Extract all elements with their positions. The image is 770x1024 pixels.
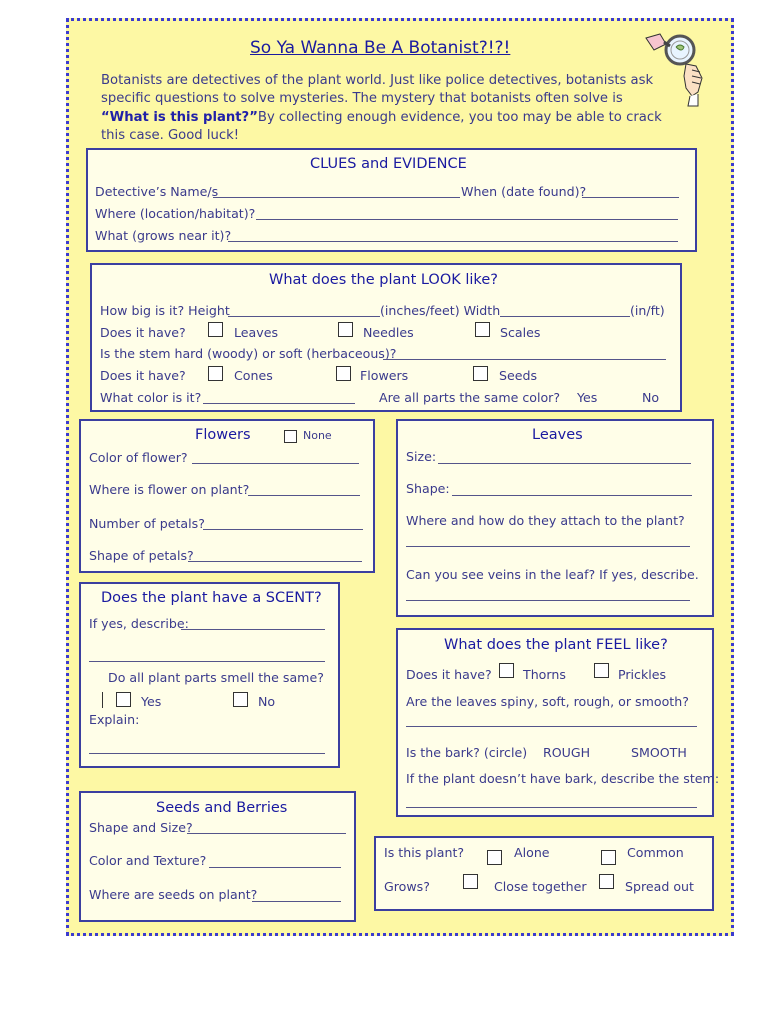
seeds-checkbox[interactable] (473, 366, 488, 381)
flowers-none-label: None (303, 429, 332, 442)
where-location-field[interactable] (256, 219, 678, 220)
seeds-heading: Seeds and Berries (156, 800, 288, 816)
leaf-size-label: Size: (406, 449, 437, 464)
when-date-label: When (date found)? (461, 184, 587, 199)
color-field[interactable] (203, 403, 355, 404)
spread-out-checkbox[interactable] (599, 874, 614, 889)
stem-question-label: Is the stem hard (woody) or soft (herbaceous)? (100, 346, 397, 361)
clues-heading: CLUES and EVIDENCE (310, 156, 467, 172)
height-unit-width-label: (inches/feet) Width (380, 303, 501, 318)
thorns-label: Thorns (523, 667, 566, 682)
alone-label: Alone (514, 845, 550, 860)
prickles-label: Prickles (618, 667, 667, 682)
same-color-question-label: Are all parts the same color? (379, 390, 561, 405)
seed-shape-field[interactable] (187, 833, 346, 834)
leaf-veins-label: Can you see veins in the leaf? If yes, describe. (406, 567, 699, 582)
stem-describe-question: If the plant doesn’t have bark, describe the stem: (406, 771, 720, 786)
leaf-shape-label: Shape: (406, 481, 450, 496)
seed-color-field[interactable] (209, 867, 341, 868)
flowers-heading: Flowers (195, 427, 251, 443)
width-field[interactable] (500, 316, 630, 317)
needles-option-label: Needles (363, 325, 414, 340)
scales-checkbox[interactable] (475, 322, 490, 337)
where-location-label: Where (location/habitat)? (95, 206, 256, 221)
leaf-shape-field[interactable] (452, 495, 692, 496)
feel-heading: What does the plant FEEL like? (444, 637, 668, 653)
intro-bold-question: “What is this plant?” (101, 109, 258, 125)
flowers-none-checkbox[interactable] (284, 430, 297, 443)
intro-text-2: By collecting enough evidence, you too may be able to crack this case. Good luck! (101, 109, 662, 143)
height-field[interactable] (228, 316, 380, 317)
what-grows-near-label: What (grows near it)? (95, 228, 232, 243)
scent-describe-field[interactable] (181, 629, 325, 630)
scent-describe-field-2[interactable] (89, 661, 325, 662)
bark-question: Is the bark? (circle) (406, 745, 528, 760)
common-checkbox[interactable] (601, 850, 616, 865)
leaf-veins-field[interactable] (406, 600, 690, 601)
bark-rough-option[interactable]: ROUGH (543, 745, 591, 760)
height-label: How big is it? Height (100, 303, 230, 318)
flower-petals-field[interactable] (203, 529, 363, 530)
leaves-heading: Leaves (532, 427, 583, 443)
leaf-attach-label: Where and how do they attach to the plant? (406, 513, 685, 528)
petal-shape-label: Shape of petals? (89, 548, 194, 563)
stem-describe-field[interactable] (406, 807, 697, 808)
grows-label: Grows? (384, 879, 430, 894)
same-color-yes[interactable]: Yes (577, 390, 598, 405)
feel-box (396, 628, 714, 817)
intro-paragraph (101, 72, 671, 145)
seed-where-field[interactable] (252, 901, 341, 902)
flower-petals-label: Number of petals? (89, 516, 205, 531)
leaves-option-label: Leaves (234, 325, 279, 340)
petal-shape-field[interactable] (188, 561, 362, 562)
cones-option-label: Cones (234, 368, 273, 383)
common-label: Common (627, 845, 684, 860)
detective-name-field[interactable] (213, 197, 460, 198)
look-heading: What does the plant LOOK like? (269, 272, 498, 288)
close-together-checkbox[interactable] (463, 874, 478, 889)
alone-checkbox[interactable] (487, 850, 502, 865)
needles-checkbox[interactable] (338, 322, 353, 337)
cones-checkbox[interactable] (208, 366, 223, 381)
width-unit-label: (in/ft) (630, 303, 665, 318)
leaf-attach-field[interactable] (406, 546, 690, 547)
detective-name-label: Detective’s Name/s (95, 184, 219, 199)
flower-color-label: Color of flower? (89, 450, 188, 465)
bark-smooth-option[interactable]: SMOOTH (631, 745, 687, 760)
scent-no-label: No (258, 694, 276, 709)
flowers-option-label: Flowers (360, 368, 409, 383)
leaves-texture-question: Are the leaves spiny, soft, rough, or smooth? (406, 694, 689, 709)
stem-field[interactable] (383, 359, 666, 360)
scent-same-question: Do all plant parts smell the same? (108, 670, 324, 685)
when-date-field[interactable] (582, 197, 679, 198)
scent-describe-label: If yes, describe: (89, 616, 189, 631)
close-together-label: Close together (494, 879, 587, 894)
scent-heading: Does the plant have a SCENT? (101, 590, 322, 606)
thorns-checkbox[interactable] (499, 663, 514, 678)
what-grows-near-field[interactable] (228, 241, 678, 242)
scent-yes-checkbox[interactable] (116, 692, 131, 707)
scent-divider-mark (102, 692, 103, 708)
leaves-checkbox[interactable] (208, 322, 223, 337)
scent-yes-label: Yes (141, 694, 162, 709)
scent-no-checkbox[interactable] (233, 692, 248, 707)
page-title: So Ya Wanna Be A Botanist?!?! (250, 38, 511, 58)
flower-where-field[interactable] (248, 495, 360, 496)
same-color-no[interactable]: No (642, 390, 660, 405)
scent-explain-field[interactable] (89, 753, 325, 754)
feel-have-label: Does it have? (406, 667, 492, 682)
leaf-size-field[interactable] (438, 463, 691, 464)
seeds-option-label: Seeds (499, 368, 538, 383)
flower-color-field[interactable] (192, 463, 359, 464)
is-this-plant-label: Is this plant? (384, 845, 465, 860)
does-it-have-label-2: Does it have? (100, 368, 186, 383)
seed-color-label: Color and Texture? (89, 853, 207, 868)
flowers-checkbox[interactable] (336, 366, 351, 381)
scales-option-label: Scales (500, 325, 541, 340)
flower-where-label: Where is flower on plant? (89, 482, 250, 497)
seed-where-label: Where are seeds on plant? (89, 887, 258, 902)
spread-out-label: Spread out (625, 879, 694, 894)
leaves-texture-field[interactable] (406, 726, 697, 727)
does-it-have-label: Does it have? (100, 325, 186, 340)
seed-shape-label: Shape and Size? (89, 820, 193, 835)
prickles-checkbox[interactable] (594, 663, 609, 678)
scent-explain-label: Explain: (89, 712, 140, 727)
intro-text-1: Botanists are detectives of the plant world. Just like police detectives, botanists ask specific questions to solve mysteries. The mystery that botanists often solve is (101, 73, 654, 107)
color-question-label: What color is it? (100, 390, 202, 405)
